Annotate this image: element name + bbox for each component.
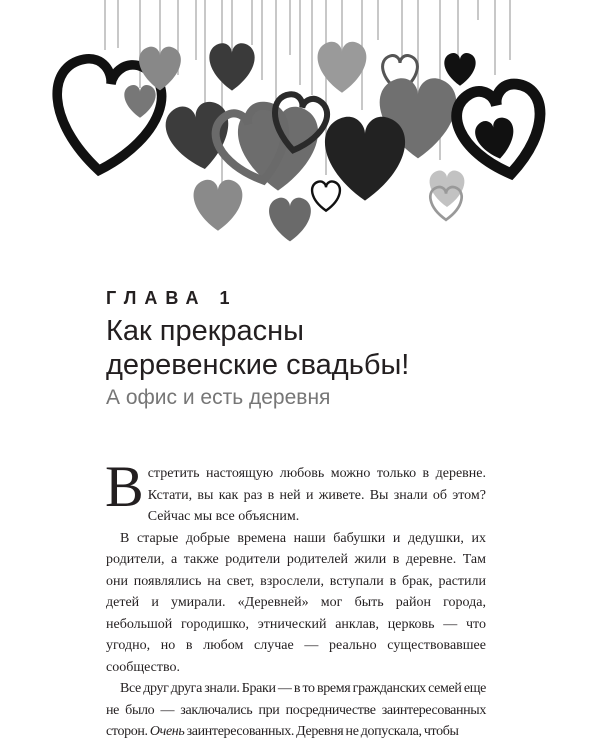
heart-light-lower-left: [194, 180, 243, 231]
paragraph-1-text: стретить настоящую любовь можно только в деревне. Кстати, вы как раз в ней и живете. Вы знали об этом? Сейчас мы все объясним.: [147, 466, 486, 524]
hanging-hearts-illustration: [0, 0, 600, 300]
chapter-number: 1: [219, 288, 230, 308]
paragraph-3-text: Все друг друга знали. Браки — в то время гражданских семей еще не было — заключались при посредничестве заинтересованных сторон.: [106, 681, 486, 739]
heart-gray-lower-mid: [269, 198, 311, 242]
heart-outline-small-lower: [312, 181, 340, 210]
chapter-word: ГЛАВА: [106, 288, 207, 308]
paragraph-3: [106, 678, 486, 743]
body-text: [105, 454, 486, 743]
chapter-title-line1: Как прекрасны: [106, 315, 305, 347]
heart-black-center-right: [325, 117, 405, 201]
chapter-title: [106, 314, 506, 382]
heart-small-black-right: [444, 53, 475, 86]
paragraph-3-italic: Очень: [149, 724, 185, 739]
heart-dark-mid-left: [163, 99, 236, 175]
paragraph-2: В старые добрые времена наши бабушки и дедушки, их родители, а также родители родителей жили в деревне. Там они появлялись на свет, взрослели, вступали в брак, растили детей и умирали. «Деревней» мог быть район города, небольшой городишко, этнический анклав, церковь — что угодно, но в любом случае — реально существовавшее сообщество.: [106, 530, 486, 675]
drop-cap: В: [105, 454, 144, 519]
chapter-label: [106, 288, 230, 309]
paragraph-1: [105, 454, 486, 528]
heart-small-gray-left-low: [124, 85, 155, 118]
heart-small-gray-2: [209, 43, 254, 90]
chapter-subtitle: А офис и есть деревня: [106, 386, 331, 409]
paragraph-3-end: заинтересованных. Деревня не допускала, чтобы: [186, 724, 459, 739]
chapter-title-line2: деревенские свадьбы!: [106, 349, 410, 381]
